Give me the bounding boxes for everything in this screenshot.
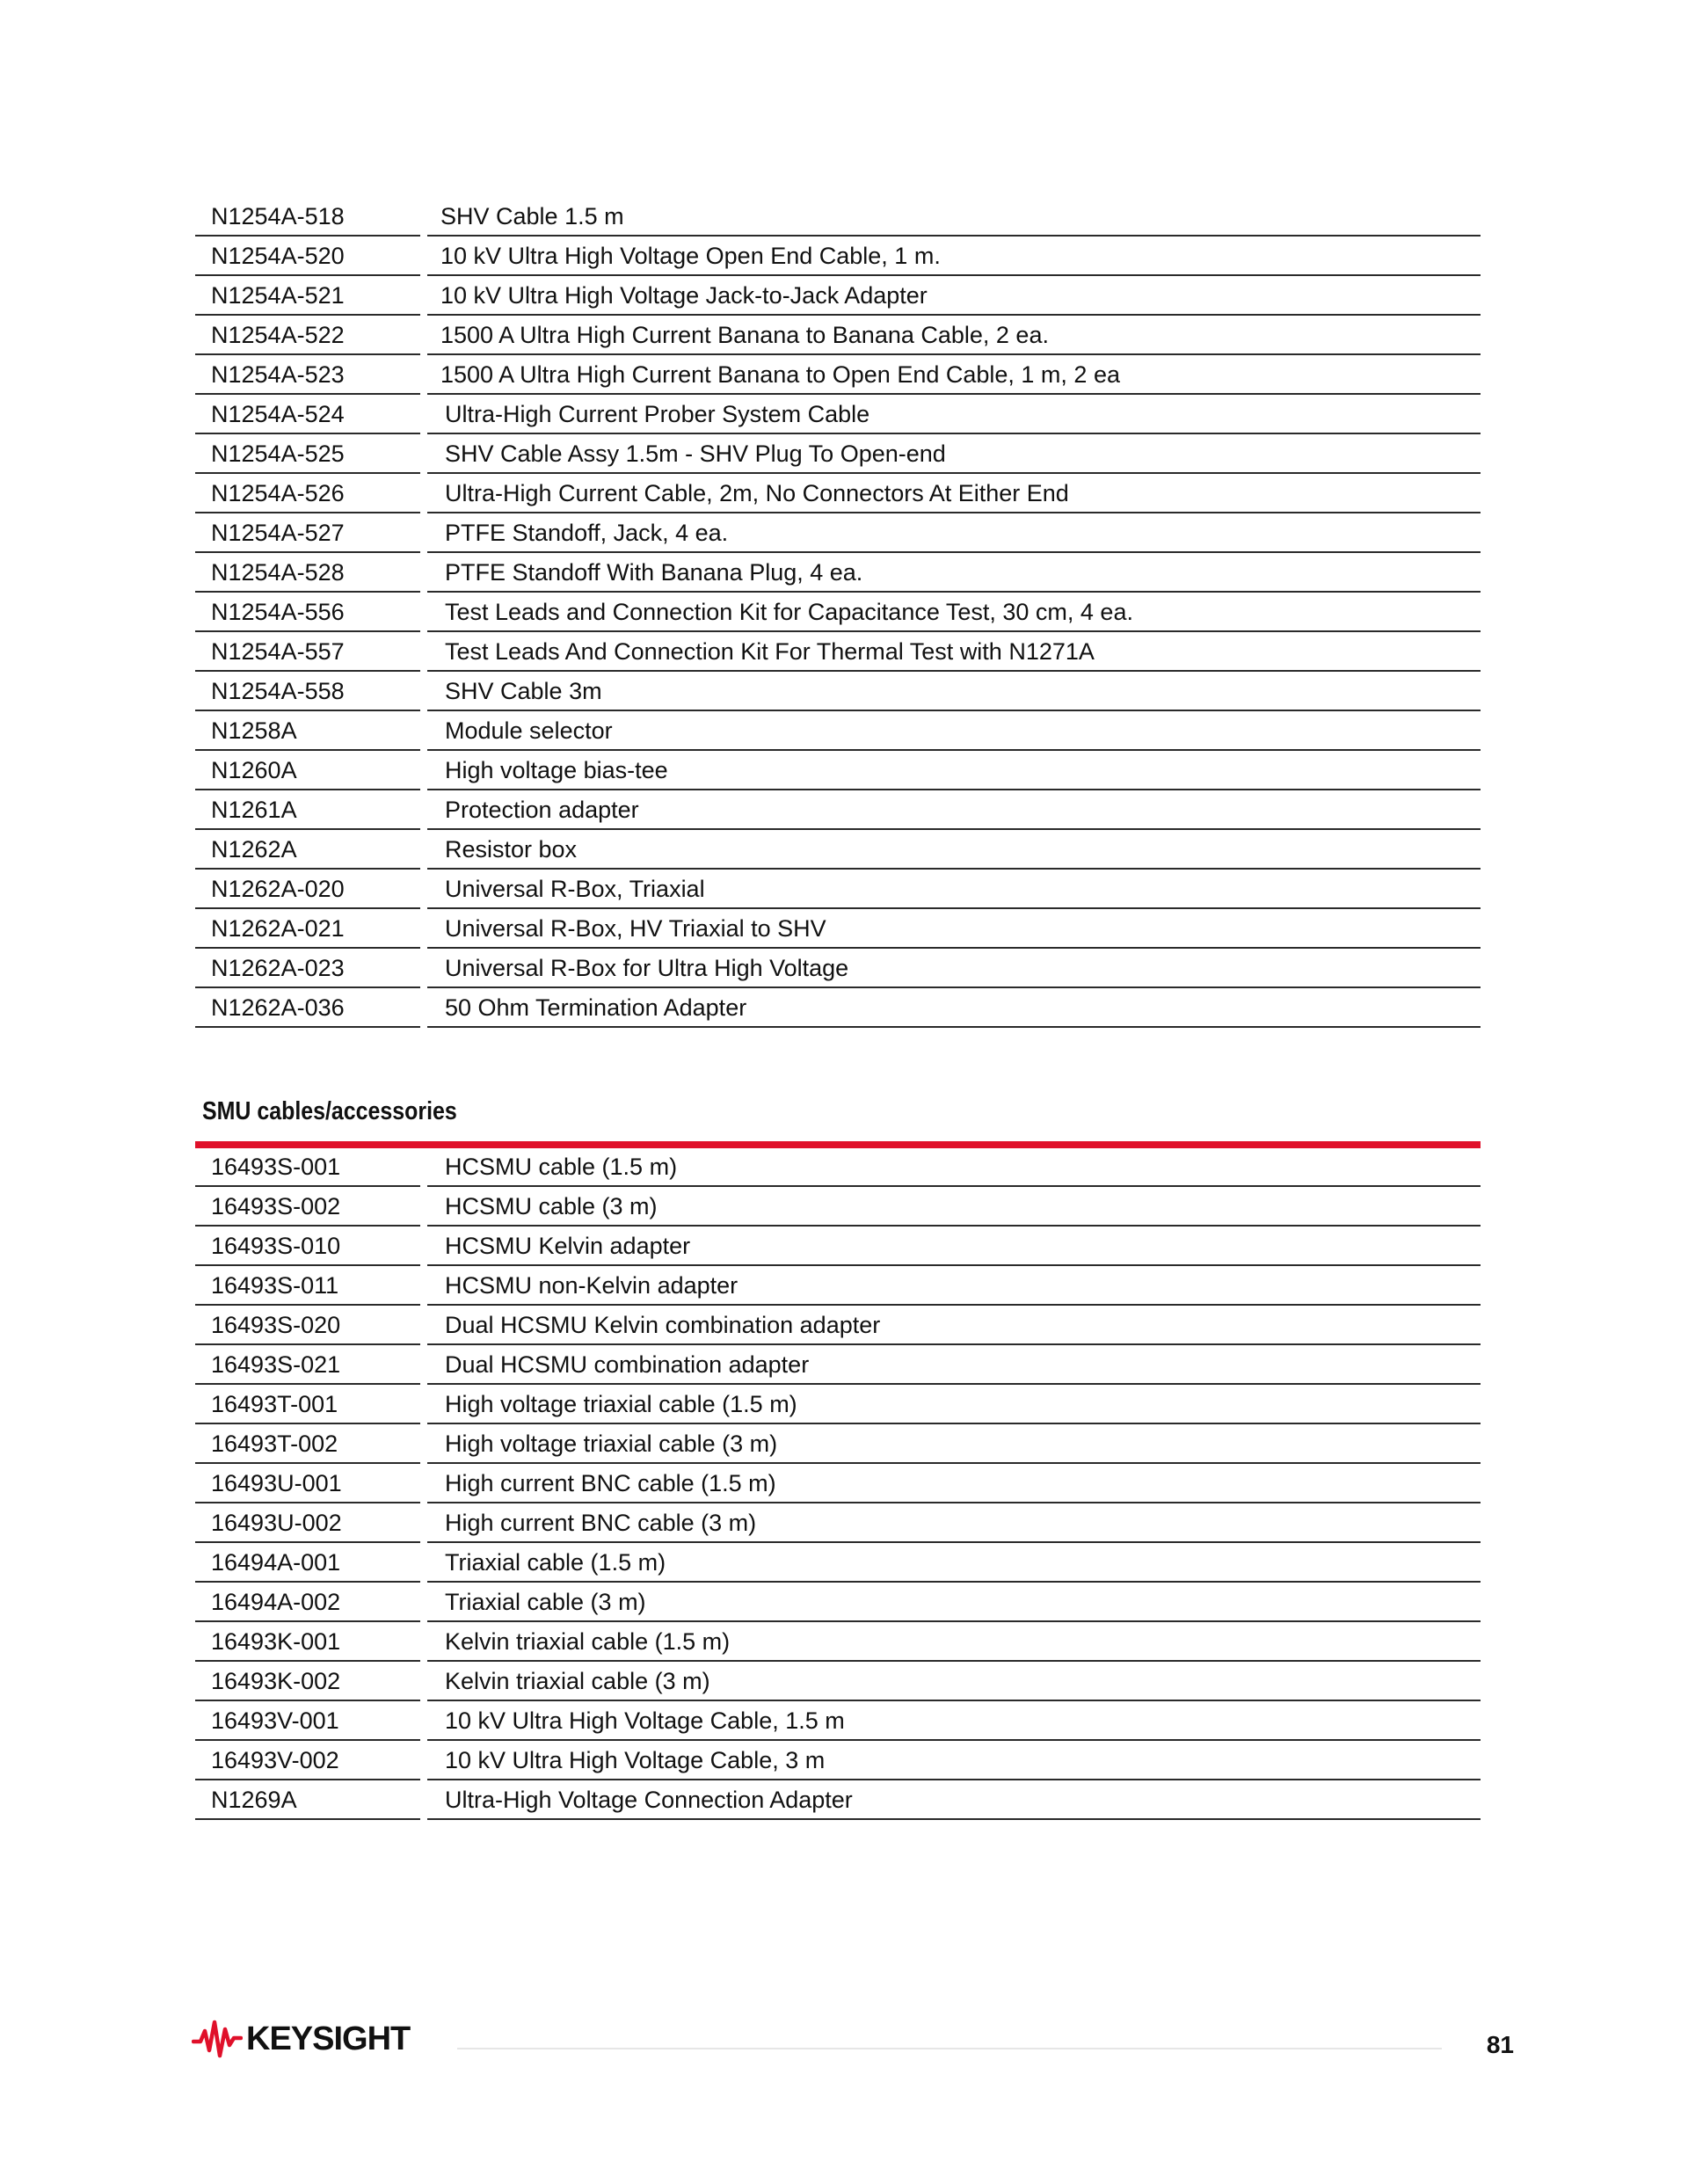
part-number: N1262A <box>211 836 297 863</box>
table-row <box>195 593 1481 632</box>
part-description: PTFE Standoff With Banana Plug, 4 ea. <box>445 559 863 586</box>
part-number: N1254A-524 <box>211 401 345 427</box>
part-number: N1254A-523 <box>211 361 345 388</box>
table-row <box>195 830 1481 870</box>
table-row <box>195 711 1481 751</box>
part-description: Kelvin triaxial cable (1.5 m) <box>445 1628 731 1655</box>
table-row <box>195 988 1481 1028</box>
part-number: 16493S-021 <box>211 1351 341 1378</box>
part-description: HCSMU non-Kelvin adapter <box>445 1272 738 1299</box>
table-row <box>195 355 1481 395</box>
part-description: Universal R-Box for Ultra High Voltage <box>445 955 849 981</box>
table-row <box>195 434 1481 474</box>
part-description: High current BNC cable (1.5 m) <box>445 1470 776 1496</box>
part-number: N1254A-521 <box>211 282 345 309</box>
part-number: 16493U-001 <box>211 1470 342 1496</box>
part-number: N1261A <box>211 797 297 823</box>
table-row <box>195 1345 1481 1385</box>
row-divider <box>195 1818 420 1820</box>
table-row <box>195 1741 1481 1780</box>
table-row <box>195 790 1481 830</box>
part-number: 16493V-001 <box>211 1707 339 1734</box>
table-row <box>195 553 1481 593</box>
table-row <box>195 395 1481 434</box>
part-number: N1254A-527 <box>211 520 345 546</box>
part-description: PTFE Standoff, Jack, 4 ea. <box>445 520 729 546</box>
part-description: SHV Cable 3m <box>445 678 602 704</box>
page-number: 81 <box>1486 2031 1514 2058</box>
part-description: High voltage bias-tee <box>445 757 668 783</box>
part-number: N1262A-020 <box>211 876 345 902</box>
part-description: SHV Cable Assy 1.5m - SHV Plug To Open-end <box>445 440 946 467</box>
part-description: 1500 A Ultra High Current Banana to Open End Cable, 1 m, 2 ea <box>440 361 1120 388</box>
part-number: 16493V-002 <box>211 1747 339 1773</box>
part-description: HCSMU Kelvin adapter <box>445 1233 691 1259</box>
table-row <box>195 751 1481 790</box>
table-row <box>195 276 1481 316</box>
part-number: 16493T-001 <box>211 1391 338 1417</box>
part-description: Universal R-Box, Triaxial <box>445 876 705 902</box>
part-description: High current BNC cable (3 m) <box>445 1510 757 1536</box>
part-number: N1254A-557 <box>211 638 345 665</box>
table-row <box>195 1187 1481 1227</box>
part-description: 10 kV Ultra High Voltage Cable, 1.5 m <box>445 1707 845 1734</box>
part-description: 10 kV Ultra High Voltage Cable, 3 m <box>445 1747 826 1773</box>
table-row <box>195 1147 1481 1187</box>
part-description: HCSMU cable (3 m) <box>445 1193 658 1219</box>
part-number: N1262A-021 <box>211 915 345 942</box>
part-description: Universal R-Box, HV Triaxial to SHV <box>445 915 826 942</box>
table-row <box>195 1583 1481 1622</box>
table-row <box>195 1306 1481 1345</box>
keysight-logo <box>192 2019 410 2059</box>
table-row <box>195 1780 1481 1820</box>
part-description: Test Leads and Connection Kit for Capacitance Test, 30 cm, 4 ea. <box>445 599 1133 625</box>
table-row <box>195 316 1481 355</box>
part-number: N1262A-023 <box>211 955 345 981</box>
section-title: SMU cables/accessories <box>202 1097 457 1125</box>
part-description: Ultra-High Current Prober System Cable <box>445 401 870 427</box>
part-number: N1254A-518 <box>211 203 345 229</box>
brand-name: KEYSIGHT <box>246 2020 411 2057</box>
table-row <box>195 1503 1481 1543</box>
part-description: Triaxial cable (1.5 m) <box>445 1549 666 1576</box>
part-number: 16493S-011 <box>211 1272 339 1299</box>
part-number: N1254A-520 <box>211 243 345 269</box>
part-number: 16493S-020 <box>211 1312 341 1338</box>
part-number: 16493S-002 <box>211 1193 341 1219</box>
part-description: High voltage triaxial cable (3 m) <box>445 1431 778 1457</box>
part-description: 1500 A Ultra High Current Banana to Banana Cable, 2 ea. <box>440 322 1049 348</box>
table-row <box>195 632 1481 672</box>
row-divider <box>195 1026 420 1028</box>
table-row <box>195 1266 1481 1306</box>
smu-table <box>195 1147 1481 1820</box>
part-description: Module selector <box>445 717 613 744</box>
part-description: High voltage triaxial cable (1.5 m) <box>445 1391 797 1417</box>
table-row <box>195 672 1481 711</box>
table-row <box>195 1543 1481 1583</box>
table-row <box>195 1701 1481 1741</box>
part-description: 50 Ohm Termination Adapter <box>445 994 747 1021</box>
part-number: 16493T-002 <box>211 1431 338 1457</box>
table-row <box>195 1385 1481 1424</box>
part-description: 10 kV Ultra High Voltage Jack-to-Jack Adapter <box>440 282 928 309</box>
table-row <box>195 237 1481 276</box>
part-number: 16493S-010 <box>211 1233 341 1259</box>
part-number: N1254A-528 <box>211 559 345 586</box>
part-number: N1254A-522 <box>211 322 345 348</box>
part-description: Resistor box <box>445 836 578 863</box>
part-description: Test Leads And Connection Kit For Thermal Test with N1271A <box>445 638 1095 665</box>
part-number: N1254A-556 <box>211 599 345 625</box>
part-description: Kelvin triaxial cable (3 m) <box>445 1668 710 1694</box>
part-description: Dual HCSMU combination adapter <box>445 1351 810 1378</box>
part-number: N1254A-558 <box>211 678 345 704</box>
table-row <box>195 1424 1481 1464</box>
part-number: N1269A <box>211 1787 297 1813</box>
part-number: 16493S-001 <box>211 1154 341 1180</box>
table-row <box>195 1227 1481 1266</box>
part-number: 16493K-001 <box>211 1628 341 1655</box>
part-number: 16494A-001 <box>211 1549 341 1576</box>
table-row <box>195 1662 1481 1701</box>
row-divider <box>427 1026 1481 1028</box>
part-description: HCSMU cable (1.5 m) <box>445 1154 678 1180</box>
part-number: N1260A <box>211 757 297 783</box>
table-row <box>195 1622 1481 1662</box>
part-number: N1254A-526 <box>211 480 345 506</box>
table-row <box>195 197 1481 237</box>
part-description: Protection adapter <box>445 797 639 823</box>
table-row <box>195 949 1481 988</box>
part-number: N1254A-525 <box>211 440 345 467</box>
part-description: 10 kV Ultra High Voltage Open End Cable, 1 m. <box>440 243 941 269</box>
table-row <box>195 1464 1481 1503</box>
part-description: Triaxial cable (3 m) <box>445 1589 646 1615</box>
accessories-table <box>195 197 1481 1028</box>
footer-divider <box>457 2048 1442 2049</box>
part-description: Ultra-High Voltage Connection Adapter <box>445 1787 853 1813</box>
table-row <box>195 474 1481 513</box>
keysight-wave-icon <box>192 2019 243 2059</box>
part-description: Ultra-High Current Cable, 2m, No Connectors At Either End <box>445 480 1069 506</box>
part-number: 16493K-002 <box>211 1668 341 1694</box>
table-row <box>195 870 1481 909</box>
part-description: Dual HCSMU Kelvin combination adapter <box>445 1312 881 1338</box>
table-row <box>195 513 1481 553</box>
row-divider <box>427 1818 1481 1820</box>
part-number: 16494A-002 <box>211 1589 341 1615</box>
table-row <box>195 909 1481 949</box>
part-number: N1258A <box>211 717 297 744</box>
part-number: 16493U-002 <box>211 1510 342 1536</box>
part-number: N1262A-036 <box>211 994 345 1021</box>
part-description: SHV Cable 1.5 m <box>440 203 624 229</box>
